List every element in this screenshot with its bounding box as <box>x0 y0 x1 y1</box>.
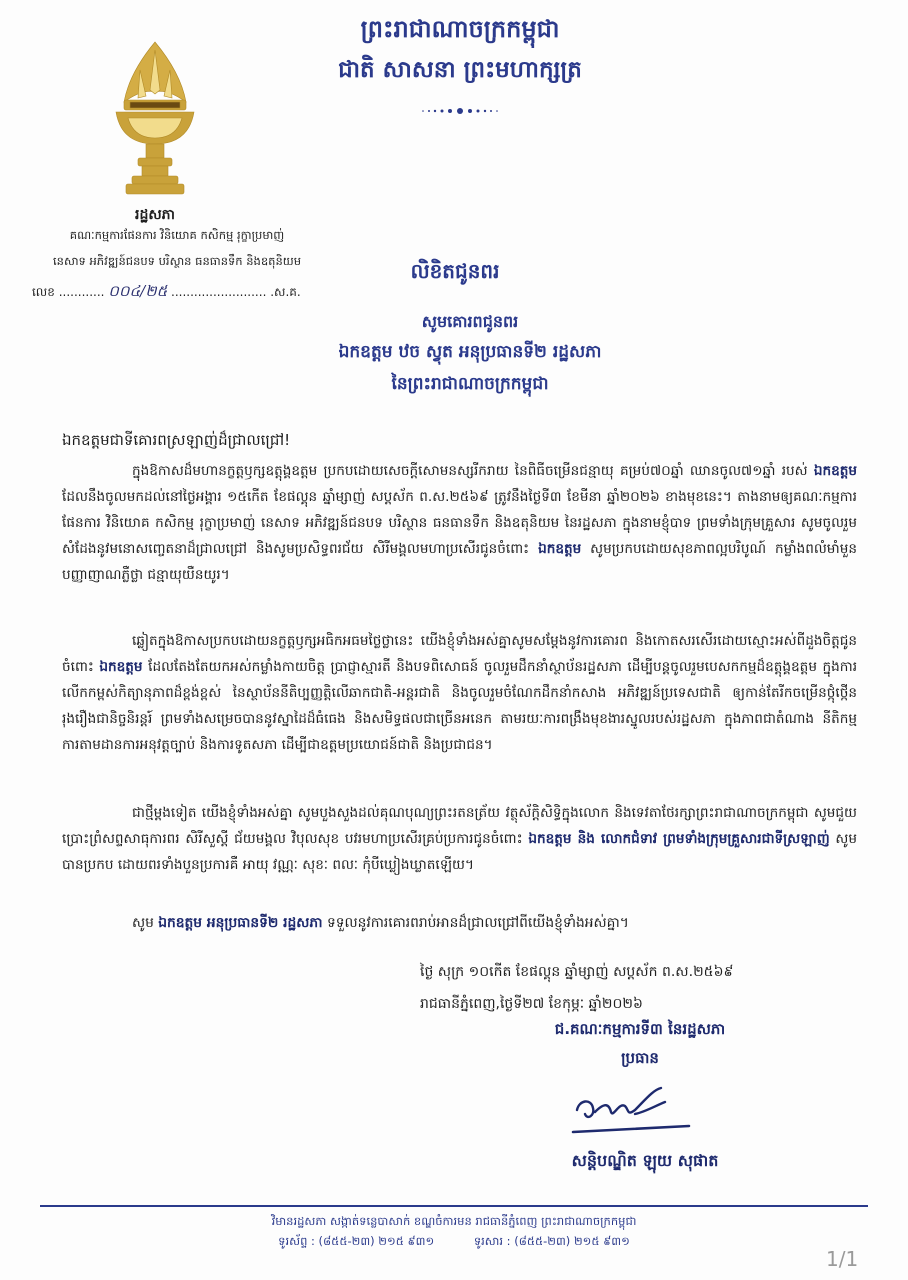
kingdom-title: ព្រះរាជាណាចក្រកម្ពុជា <box>360 14 560 43</box>
footer-divider <box>40 1205 868 1207</box>
greeting-kingdom: នៃព្រះរាជាណាចក្រកម្ពុជា <box>391 374 549 394</box>
paragraph-3-text-b: សូមបានប្រកប ដោយពរទាំងបួនប្រការគឺ អាយុ វណ្ណៈ សុខៈ ពលៈ កុំបីឃ្លៀងឃ្លាតឡើយ។ <box>62 831 857 873</box>
paragraph-1-text-a: ក្នុងឱកាសដ៏មហានក្ខត្តឫក្សឧត្តុង្គឧត្តម ប្រកបដោយសេចក្តីសោមនស្សរីករាយ នៃពិធីចម្រើនជន្មាយុ គម្រប់៧០ឆ្នាំ ឈានចូល៧១ឆ្នាំ របស់ <box>132 463 814 479</box>
paragraph-3 <box>62 800 857 878</box>
footer-address: វិមានរដ្ឋសភា សង្កាត់ទន្លេបាសាក់ ខណ្ឌចំការមន រាជធានីភ្នំពេញ ព្រះរាជាណាចក្រកម្ពុជា <box>271 1214 637 1228</box>
handwritten-signature-icon <box>565 1080 695 1140</box>
signer-organization: ជ.គណៈកម្មការទី៣ នៃរដ្ឋសភា <box>554 1020 726 1038</box>
kingdom-motto: ជាតិ សាសនា ព្រះមហាក្សត្រ <box>338 56 582 83</box>
reference-number: លេខ ............ ០០៤/២៥ ......................... .ស.គ. <box>32 282 301 300</box>
paragraph-2-text-a: ឆ្លៀតក្នុងឱកាសប្រកបដោយនក្ខត្តឫក្សអធិកអធមថ្លៃថ្លានេះ យើងខ្ញុំទាំងអស់គ្នាសូមសម្តែងនូវការគោរព និងកោតសរសើរដោយស្មោះអស់ពីដួងចិត្តជូនចំពោះ <box>62 633 857 675</box>
closing-text-b: ទទួលនូវការគោរពរាប់អានដ៏ជ្រាលជ្រៅពីយើងខ្ញុំទាំងអស់គ្នា។ <box>322 915 629 931</box>
paragraph-2 <box>62 628 857 758</box>
place-and-date: រាជធានីភ្នំពេញ,ថ្ងៃទី២៧ ខែកុម្ភៈ ឆ្នាំ២០២៦ <box>420 996 643 1012</box>
page-indicator: 1/1 <box>826 1247 859 1271</box>
paragraph-1-text-b: ដែលនឹងចូលមកដល់នៅថ្ងៃអង្គារ ១៥កើត ខែផល្គុន ឆ្នាំម្សាញ់ សប្តស័ក ព.ស.២៥៦៩ ត្រូវនឹងថ្ងៃទី៣ ខែមីនា ឆ្នាំ២០២៦ ខាងមុខនេះ។ តាងនាមឲ្យគណៈកម្មការផែនការ វិនិយោគ កសិកម្ម រុក្ខាប្រមាញ់ នេសាទ អភិវឌ្ឍន៍ជនបទ បរិស្ថាន ធនធានទឹក និងឧតុនិយម នៃរដ្ឋសភា ក្នុងនាមខ្ញុំបាទ ព្រមទាំងក្រុមគ្រួសារ សូមចូលរួមសំដែងនូវមនោសញ្ចេតនាដ៏ជ្រាលជ្រៅ និងសូមប្រសិទ្ធពរជ័យ សិរីមង្គលមហាប្រសើរជូនចំពោះ <box>62 489 857 557</box>
paragraph-3-text-a: ជាថ្មីម្តងទៀត យើងខ្ញុំទាំងអស់គ្នា សូមបួងសួងដល់គុណបុណ្យព្រះរតនត្រ័យ វត្ថុស័ក្តិសិទ្ធិក្នុងលោក និងទេវតាថែរក្សាព្រះរាជាណាចក្រកម្ពុជា សូមជួយប្រោះព្រំសព្ទសាធុការពរ សិរីសួស្តី ជ័យមង្គល វិបុលសុខ បវរមហាប្រសើរគ្រប់ប្រការជូនចំពោះ <box>62 805 857 847</box>
honorific: ឯកឧត្តម <box>99 659 143 675</box>
salutation: ឯកឧត្តមជាទីគោរពស្រឡាញ់ដ៏ជ្រាលជ្រៅ! <box>62 431 291 449</box>
closing-honorific: ឯកឧត្តម អនុប្រធានទី២ រដ្ឋសភា <box>158 915 323 931</box>
footer-fax: ទូរសារ : (៨៥៥-២៣) ២១៥ ៩៣១ <box>473 1234 630 1248</box>
ornament-divider-icon <box>405 104 515 118</box>
greeting-line-1: សូមគោរពជូនពរ <box>421 312 519 331</box>
senate-emblem-icon <box>110 40 200 198</box>
signer-name: សន្តិបណ្ឌិត ឡុយ សុផាត <box>571 1151 719 1170</box>
ref-number-handwritten: ០០៤/២៥ <box>108 282 168 300</box>
honorific: ឯកឧត្តម <box>538 541 582 557</box>
commission-name-line2: នេសាទ អភិវឌ្ឍន៍ជនបទ បរិស្ថាន ធនធានទឹក និងឧតុនិយម <box>53 254 301 268</box>
honorific: ឯកឧត្តម និង លោកជំទាវ ព្រមទាំងក្រុមគ្រួសារជាទីស្រឡាញ់ <box>528 831 830 847</box>
ref-suffix: .ស.គ. <box>270 285 301 299</box>
paragraph-1-text-c: សូមប្រកបដោយសុខភាពល្អបរិបូណ៍ កម្លាំងពលំមាំមួន បញ្ញាញាណភ្លឺថ្លា ជន្មាយុយឺនយូរ។ <box>62 541 857 583</box>
commission-name-line1: គណៈកម្មការផែនការ វិនិយោគ កសិកម្ម រុក្ខាប្រមាញ់ <box>69 228 285 242</box>
footer-contacts <box>100 1234 808 1251</box>
footer-phone: ទូរស័ព្ទ : (៨៥៥-២៣) ២១៥ ៩៣១ <box>278 1234 435 1248</box>
lunar-date: ថ្ងៃ សុក្រ ១០កើត ខែផល្គុន ឆ្នាំម្សាញ់ សប្តស័ក ព.ស.២៥៦៩ <box>420 964 734 980</box>
honorific: ឯកឧត្តម <box>813 463 857 479</box>
closing-line <box>62 914 857 934</box>
signer-role: ប្រធាន <box>621 1049 659 1067</box>
senate-label: រដ្ឋសភា <box>135 207 175 223</box>
greeting-recipient: ឯកឧត្តម ឋច ស្វុត អនុប្រធានទី២ រដ្ឋសភា <box>338 342 602 362</box>
ref-prefix: លេខ <box>32 285 55 299</box>
closing-text-a: សូម <box>132 915 159 931</box>
document-title: លិខិតជូនពរ <box>410 259 500 283</box>
paragraph-2-text-b: ដែលតែងតែយកអស់កម្លាំងកាយចិត្ត ប្រាជ្ញាស្មារតី និងបទពិសោធន៍ ចូលរួមដឹកនាំស្ថាប័នរដ្ឋសភា ដើម្បីបន្តចូលរួមបេសកកម្មដ៏ឧត្តុង្គឧត្តម ក្នុងការលើកកម្ពស់កិត្យានុភាពដ៏ខ្ពង់ខ្ពស់ នៃស្ថាប័ននីតិប្បញ្ញត្តិលើឆាកជាតិ-អន្តរជាតិ និងចូលរួមចំណែកដឹកនាំកសាង អភិវឌ្ឍន៍ប្រទេសជាតិ ឲ្យកាន់តែរីកចម្រើនថ្កុំថ្កើនរុងរឿងជានិច្ចនិរន្តរ៍ ព្រមទាំងសម្រេចបាននូវស្នាដៃដ៏ធំធេង និងសមិទ្ធផលជាច្រើនអនេក តាមរយៈការពង្រឹងមុខងារស្នូលរបស់រដ្ឋសភា ក្នុងភាពជាតំណាង នីតិកម្ម ការតាមដានការអនុវត្តច្បាប់ និងការទូតសភា ដើម្បីជាឧត្តមប្រយោជន៍ជាតិ និងប្រជាជន។ <box>62 659 858 753</box>
paragraph-1 <box>62 458 857 588</box>
